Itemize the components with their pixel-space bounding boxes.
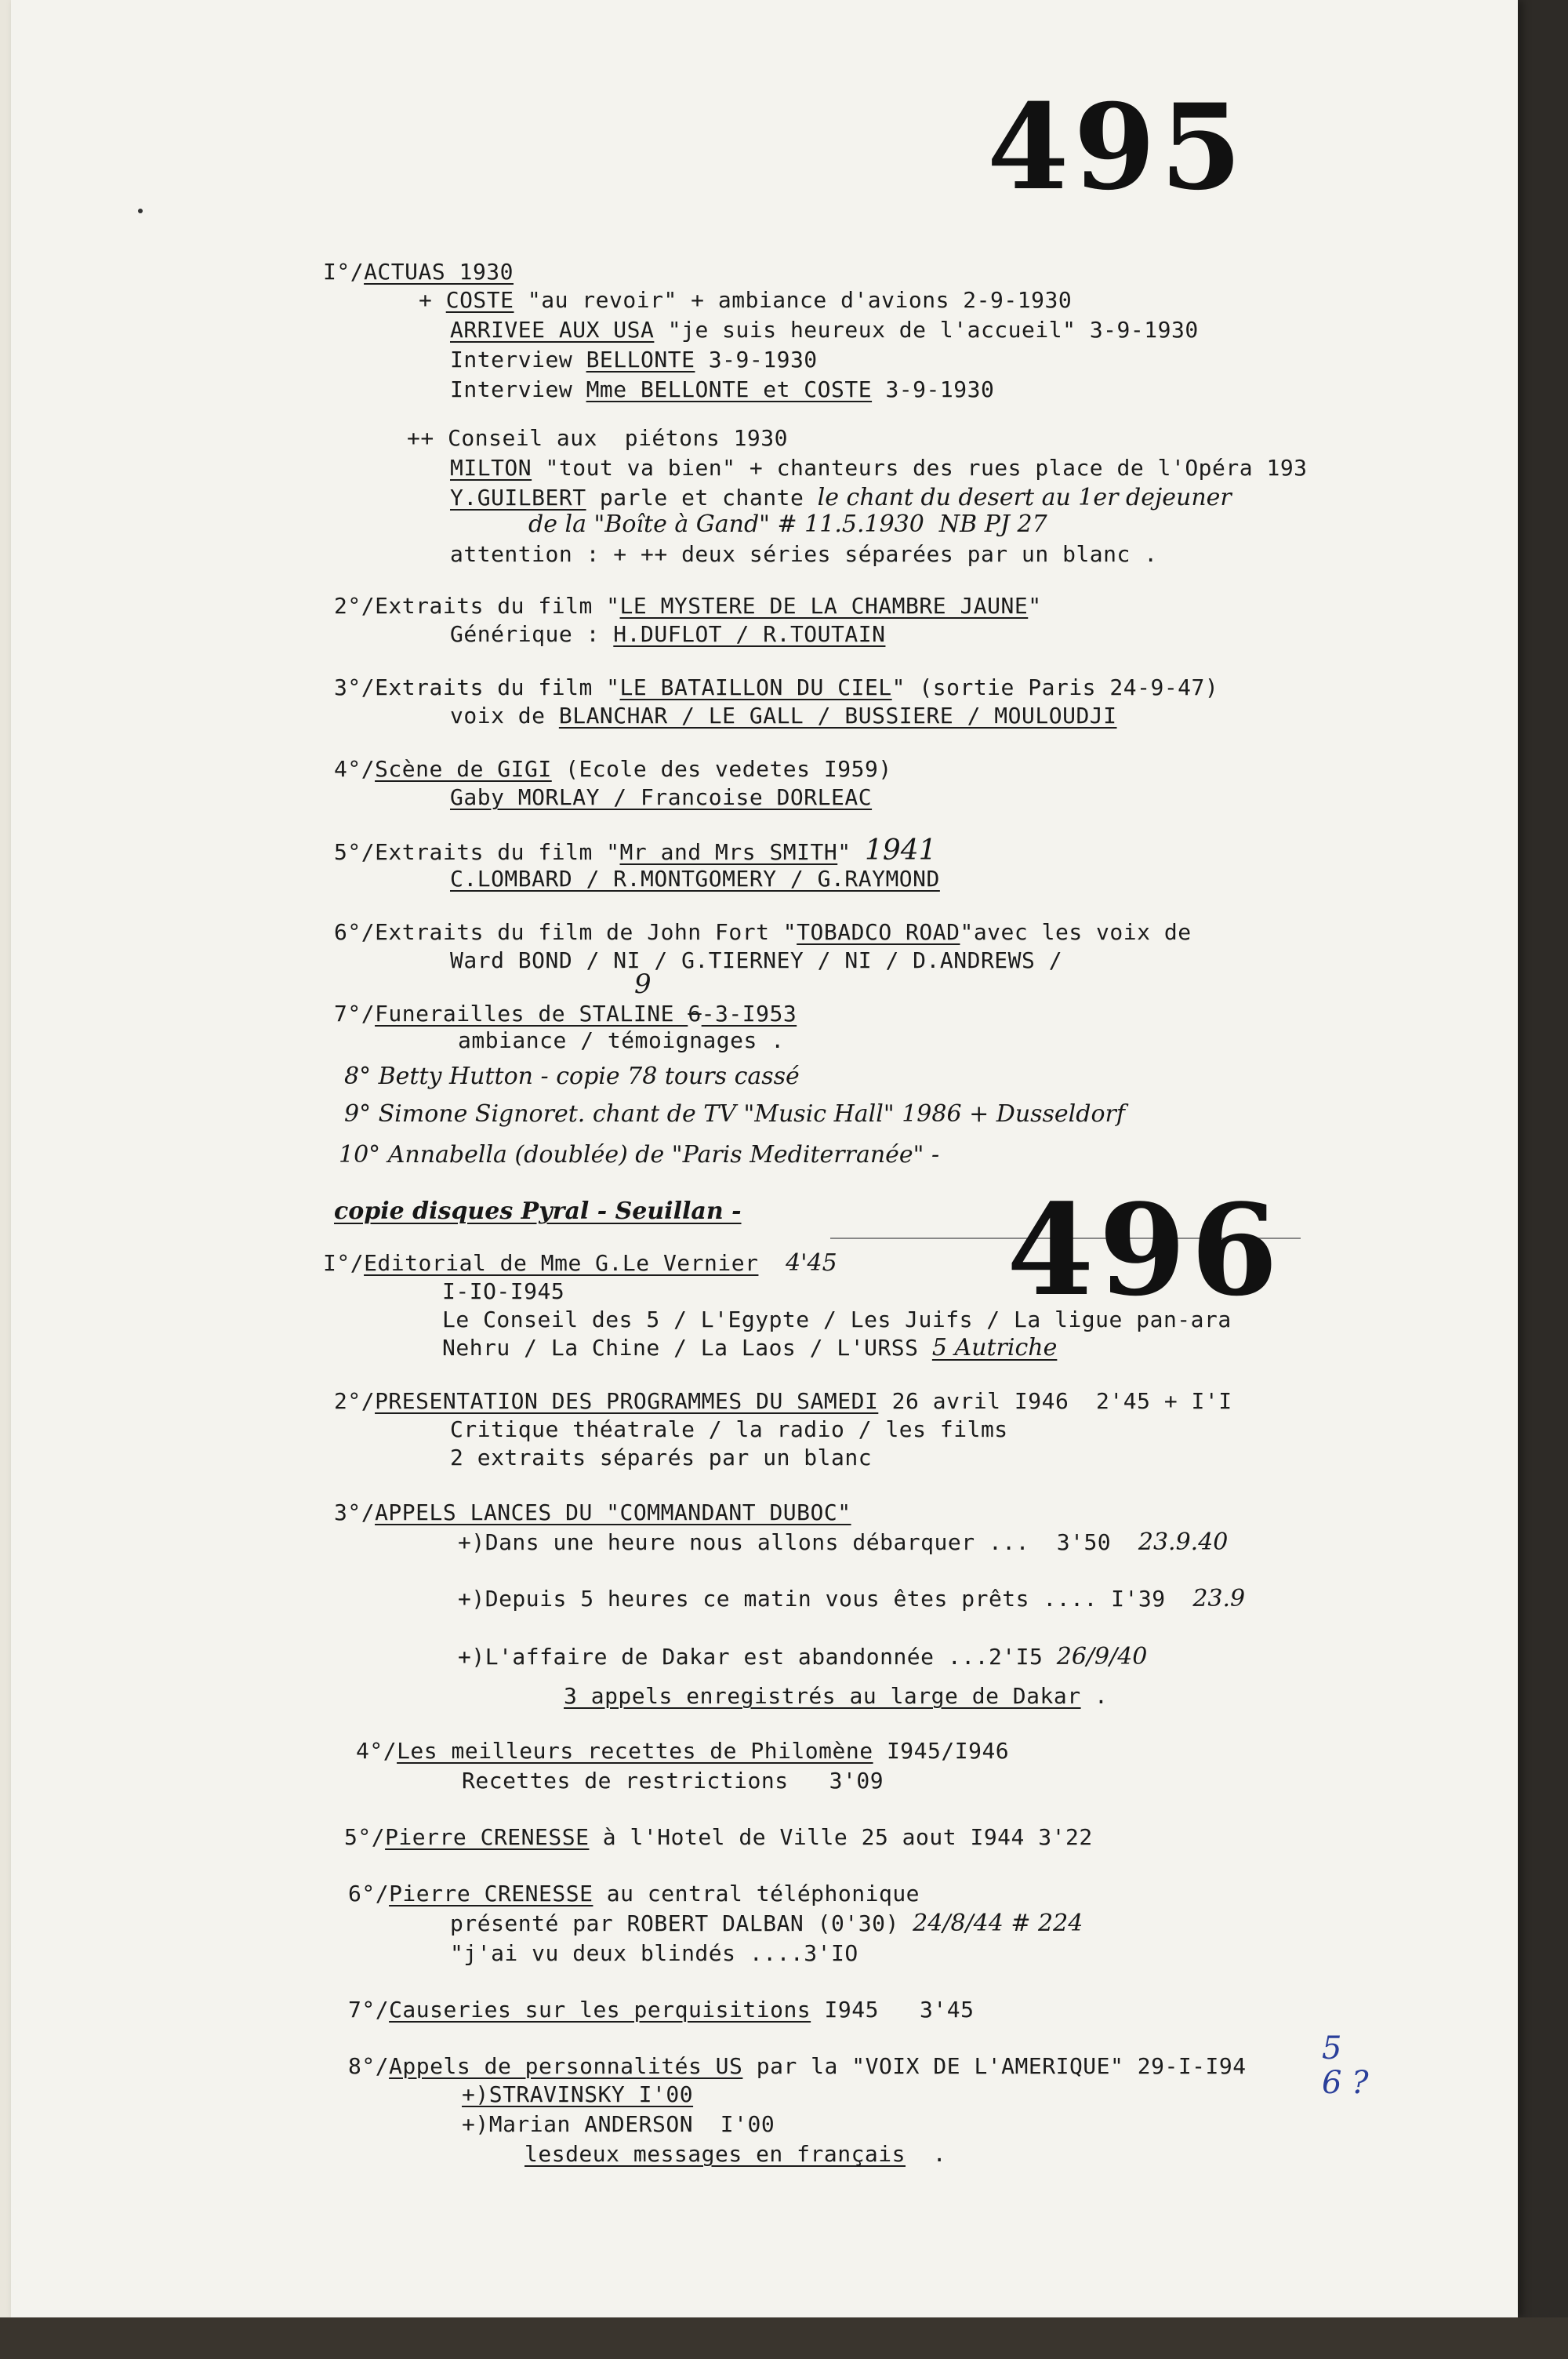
- handwritten-note-9: 9° Simone Signoret. chant de TV "Music Hall" 1986 + Dusseldorf: [344, 1100, 1125, 1128]
- desk-background: [0, 2317, 1568, 2359]
- s2-item-1-line-4: Nehru / La Chine / La Laos / L'URSS 5 Autriche: [442, 1334, 1058, 1361]
- document-page: [11, 0, 1518, 2317]
- s2-item-6-line-3: "j'ai vu deux blindés ....3'IO: [450, 1940, 858, 1966]
- s2-item-8-blue-annotation: 5 6 ?: [1322, 2030, 1369, 2101]
- item-1-line-9: attention : + ++ deux séries séparées par un blanc .: [450, 541, 1158, 567]
- s2-item-3-line-5: 3 appels enregistrés au large de Dakar .: [564, 1683, 1109, 1709]
- s2-item-3-line-4: +)L'affaire de Dakar est abandonnée ...2'I5 26/9/40: [458, 1643, 1148, 1670]
- s2-item-1-line-2: I-IO-I945: [442, 1278, 565, 1304]
- item-7-line-2: ambiance / témoignages .: [458, 1027, 785, 1053]
- s2-item-1-line-1: I°/Editorial de Mme G.Le Vernier 4'45: [323, 1249, 837, 1277]
- s2-item-3-line-3: +)Depuis 5 heures ce matin vous êtes prêts .... I'39 23.9: [458, 1585, 1246, 1612]
- item-3-line-1: 3°/Extraits du film "LE BATAILLON DU CIEL" (sortie Paris 24-9-47): [334, 674, 1219, 700]
- item-2-line-1: 2°/Extraits du film "LE MYSTERE DE LA CHAMBRE JAUNE": [334, 593, 1042, 619]
- s2-item-8-line-3: +)Marian ANDERSON I'00: [462, 2111, 775, 2137]
- s2-item-2-line-3: 2 extraits séparés par un blanc: [450, 1445, 873, 1470]
- item-5-line-2: C.LOMBARD / R.MONTGOMERY / G.RAYMOND: [450, 866, 940, 892]
- s2-item-2-line-1: 2°/PRESENTATION DES PROGRAMMES DU SAMEDI 26 avril I946 2'45 + I'I: [334, 1388, 1232, 1414]
- item-6-line-1: 6°/Extraits du film de John Fort "TOBADCO ROAD"avec les voix de: [334, 919, 1192, 945]
- item-4-line-1: 4°/Scène de GIGI (Ecole des vedetes I959): [334, 756, 892, 782]
- s2-item-7-line-1: 7°/Causeries sur les perquisitions I945 3'45: [348, 1997, 975, 2023]
- item-6-line-2: Ward BOND / NI / G.TIERNEY / NI / D.ANDREWS /: [450, 947, 1063, 973]
- item-7-handwritten-correction: 9: [634, 969, 652, 1000]
- handwritten-note-8: 8° Betty Hutton - copie 78 tours cassé: [344, 1063, 800, 1090]
- s2-item-6-line-2: présenté par ROBERT DALBAN (0'30) 24/8/44 # 224: [450, 1910, 1083, 1937]
- item-5-line-1: 5°/Extraits du film "Mr and Mrs SMITH" 1941: [334, 834, 937, 867]
- s2-item-2-line-2: Critique théatrale / la radio / les films: [450, 1416, 1008, 1442]
- s2-item-8-line-2: +)STRAVINSKY I'00: [462, 2081, 694, 2107]
- handwritten-note-10: 10° Annabella (doublée) de "Paris Mediterranée" -: [339, 1141, 940, 1169]
- item-3-line-2: voix de BLANCHAR / LE GALL / BUSSIERE / MOULOUDJI: [450, 703, 1117, 729]
- s2-item-1-line-3: Le Conseil des 5 / L'Egypte / Les Juifs / La ligue pan-ara: [442, 1307, 1232, 1332]
- item-1-line-1: + COSTE "au revoir" + ambiance d'avions 2-9-1930: [419, 287, 1073, 313]
- s2-item-8-line-1: 8°/Appels de personnalités US par la "VOIX DE L'AMERIQUE" 29-I-I94: [348, 2053, 1247, 2079]
- page-number-stamp-496: 496: [1007, 1176, 1283, 1324]
- item-4-line-2: Gaby MORLAY / Francoise DORLEAC: [450, 784, 873, 810]
- s2-item-6-line-1: 6°/Pierre CRENESSE au central téléphonique: [348, 1881, 920, 1906]
- s2-item-3-line-1: 3°/APPELS LANCES DU "COMMANDANT DUBOC": [334, 1499, 851, 1525]
- binding-edge: [0, 0, 11, 2359]
- item-7-line-1: 7°/Funerailles de STALINE 6-3-I953: [334, 1001, 797, 1027]
- item-1-line-5: ++ Conseil aux piétons 1930: [407, 425, 789, 451]
- ink-spot: [138, 209, 143, 213]
- item-1-line-4: Interview Mme BELLONTE et COSTE 3-9-1930: [450, 376, 995, 402]
- page-number-stamp-495: 495: [987, 78, 1247, 216]
- item-2-line-2: Générique : H.DUFLOT / R.TOUTAIN: [450, 621, 886, 647]
- s2-item-8-line-4: lesdeux messages en français .: [524, 2141, 947, 2167]
- item-1-line-7: Y.GUILBERT parle et chante le chant du desert au 1er dejeuner: [450, 484, 1232, 511]
- s2-item-4-line-2: Recettes de restrictions 3'09: [462, 1768, 884, 1794]
- item-1-heading: I°/ACTUAS 1930: [323, 259, 514, 285]
- item-1-handwritten-note: de la "Boîte à Gand" # 11.5.1930 NB PJ 27: [528, 511, 1047, 538]
- item-1-line-3: Interview BELLONTE 3-9-1930: [450, 347, 818, 373]
- item-1-line-2: ARRIVEE AUX USA "je suis heureux de l'accueil" 3-9-1930: [450, 317, 1199, 343]
- s2-item-3-line-2: +)Dans une heure nous allons débarquer ... 3'50 23.9.40: [458, 1528, 1229, 1556]
- item-1-line-6: MILTON "tout va bien" + chanteurs des rues place de l'Opéra 193: [450, 455, 1308, 481]
- s2-item-4-line-1: 4°/Les meilleurs recettes de Philomène I945/I946: [356, 1738, 1010, 1764]
- s2-item-5-line-1: 5°/Pierre CRENESSE à l'Hotel de Ville 25 aout I944 3'22: [344, 1824, 1093, 1850]
- handwritten-footer: copie disques Pyral - Seuillan -: [334, 1198, 742, 1225]
